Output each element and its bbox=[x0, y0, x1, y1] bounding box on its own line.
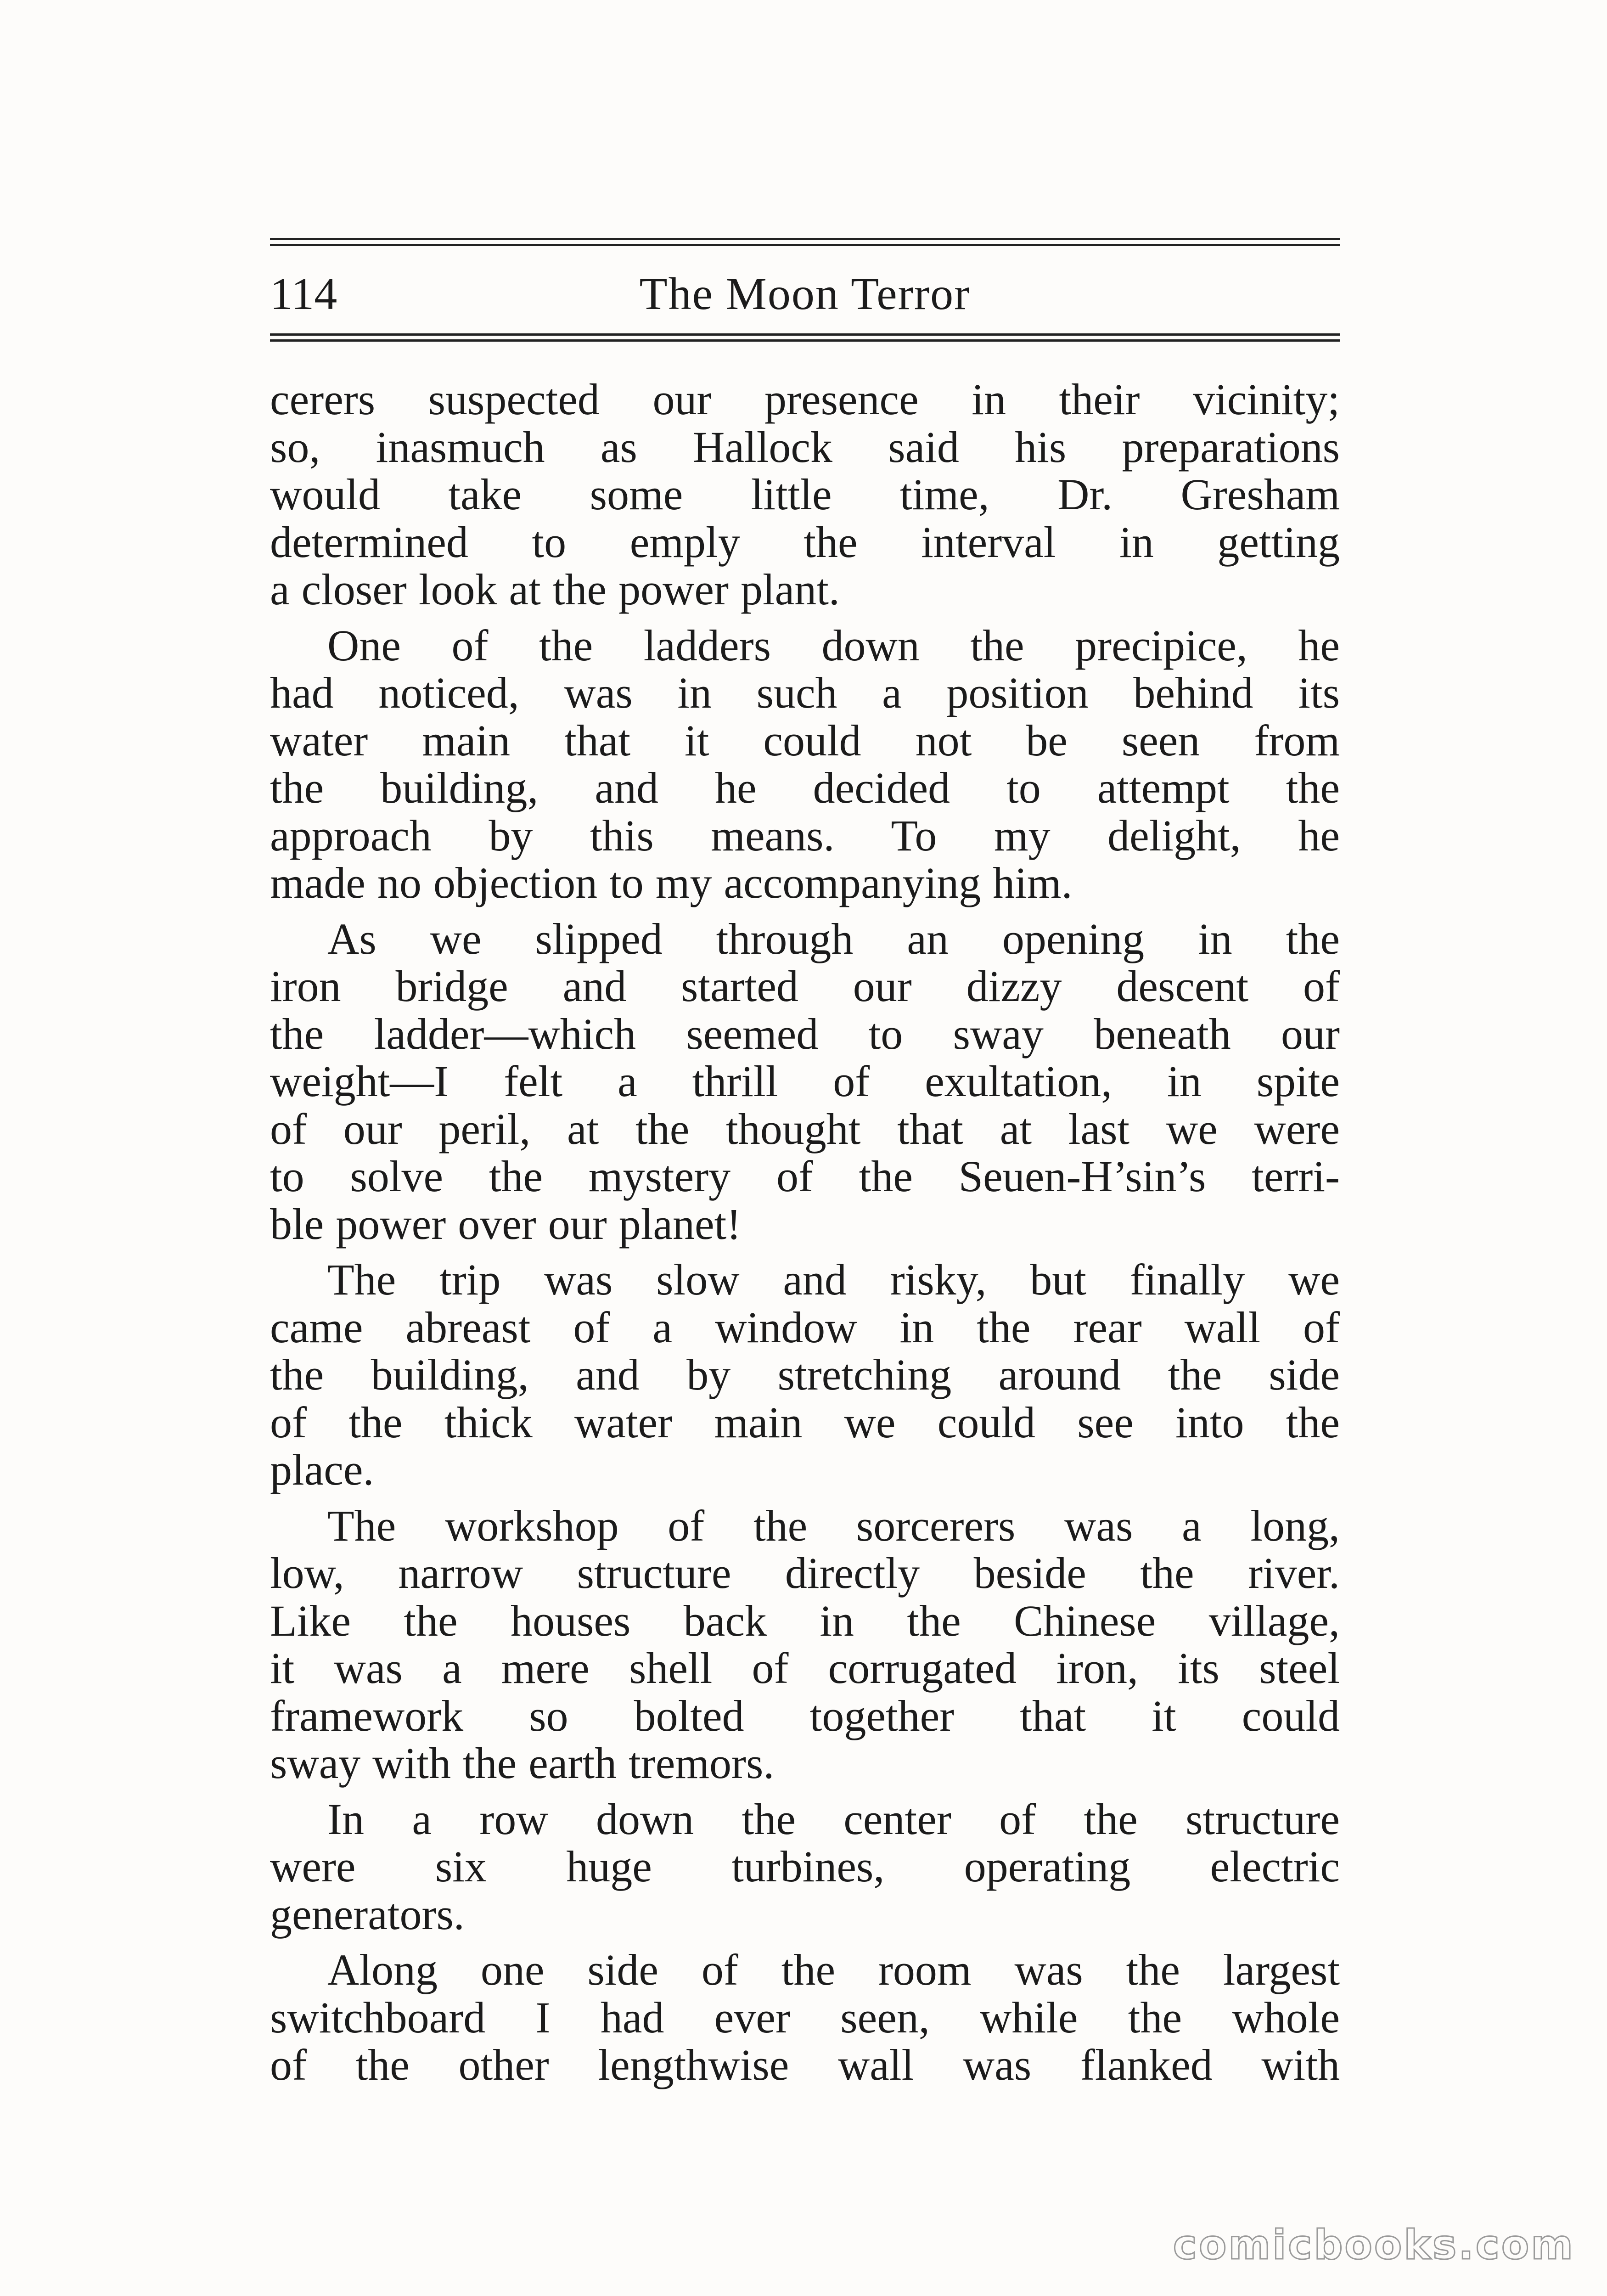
text-line: the building, and he decided to attempt the bbox=[270, 763, 1340, 812]
paragraph-gap bbox=[270, 1494, 1340, 1502]
text-line: of the other lengthwise wall was flanked with bbox=[270, 2040, 1340, 2089]
text-line: determined to emply the interval in getting bbox=[270, 517, 1340, 567]
text-line: framework so bolted together that it could bbox=[270, 1691, 1340, 1740]
text-line: As we slipped through an opening in the bbox=[327, 914, 1340, 963]
text-line: Like the houses back in the Chinese village, bbox=[270, 1596, 1340, 1645]
text-line: Along one side of the room was the largest bbox=[327, 1945, 1340, 1994]
paragraph bbox=[270, 376, 1340, 613]
text-line: would take some little time, Dr. Gresham bbox=[270, 470, 1340, 519]
text-line: had noticed, was in such a position behind its bbox=[270, 668, 1340, 717]
running-head bbox=[270, 262, 1340, 326]
rule-line bbox=[270, 333, 1340, 336]
text-line: The workshop of the sorcerers was a long, bbox=[327, 1501, 1340, 1550]
text-line: of our peril, at the thought that at last we were bbox=[270, 1104, 1340, 1154]
text-line: so, inasmuch as Hallock said his preparations bbox=[270, 422, 1340, 472]
text-line: place. bbox=[270, 1445, 374, 1494]
text-line: One of the ladders down the precipice, he bbox=[327, 620, 1340, 670]
text-line: the building, and by stretching around the side bbox=[270, 1350, 1340, 1399]
text-line: came abreast of a window in the rear wall of bbox=[270, 1302, 1340, 1352]
text-line: low, narrow structure directly beside the river. bbox=[270, 1548, 1340, 1598]
page-number: 114 bbox=[270, 268, 337, 319]
text-line: approach by this means. To my delight, he bbox=[270, 810, 1340, 860]
running-title: The Moon Terror bbox=[639, 268, 971, 319]
text-line: weight—I felt a thrill of exultation, in spite bbox=[270, 1057, 1340, 1106]
rule-line bbox=[270, 244, 1340, 246]
paragraph-gap bbox=[270, 907, 1340, 915]
text-line: it was a mere shell of corrugated iron, its steel bbox=[270, 1643, 1340, 1693]
header-rule-top bbox=[270, 238, 1340, 246]
text-line: In a row down the center of the structure bbox=[327, 1794, 1340, 1844]
paragraph bbox=[270, 622, 1340, 907]
text-line: generators. bbox=[270, 1889, 465, 1939]
text-line: switchboard I had ever seen, while the whole bbox=[270, 1992, 1340, 2042]
text-line: were six huge turbines, operating electric bbox=[270, 1842, 1340, 1891]
text-line: made no objection to my accompanying him. bbox=[270, 858, 1073, 907]
text-line: water main that it could not be seen from bbox=[270, 715, 1340, 765]
body-text bbox=[270, 376, 1340, 2089]
text-line: the ladder—which seemed to sway beneath our bbox=[270, 1009, 1340, 1058]
header-rule-bottom bbox=[270, 333, 1340, 342]
paragraph bbox=[270, 1256, 1340, 1494]
rule-line bbox=[270, 238, 1340, 240]
text-line: a closer look at the power plant. bbox=[270, 565, 840, 614]
text-line: ble power over our planet! bbox=[270, 1199, 742, 1249]
paragraph bbox=[270, 1946, 1340, 2089]
paragraph bbox=[270, 1502, 1340, 1787]
watermark-logo: comicbooks.com bbox=[1173, 2221, 1575, 2268]
rule-line bbox=[270, 339, 1340, 342]
paragraph bbox=[270, 915, 1340, 1248]
text-line: The trip was slow and risky, but finally we bbox=[327, 1255, 1340, 1304]
paragraph bbox=[270, 1795, 1340, 1938]
paragraph-gap bbox=[270, 1787, 1340, 1795]
text-line: of the thick water main we could see into the bbox=[270, 1397, 1340, 1447]
text-line: cerers suspected our presence in their vicinity; bbox=[270, 375, 1340, 424]
text-line: to solve the mystery of the Seuen-H’sin’s terri- bbox=[270, 1152, 1340, 1201]
paragraph-gap bbox=[270, 613, 1340, 622]
text-line: sway with the earth tremors. bbox=[270, 1739, 775, 1788]
text-line: iron bridge and started our dizzy descent of bbox=[270, 962, 1340, 1011]
